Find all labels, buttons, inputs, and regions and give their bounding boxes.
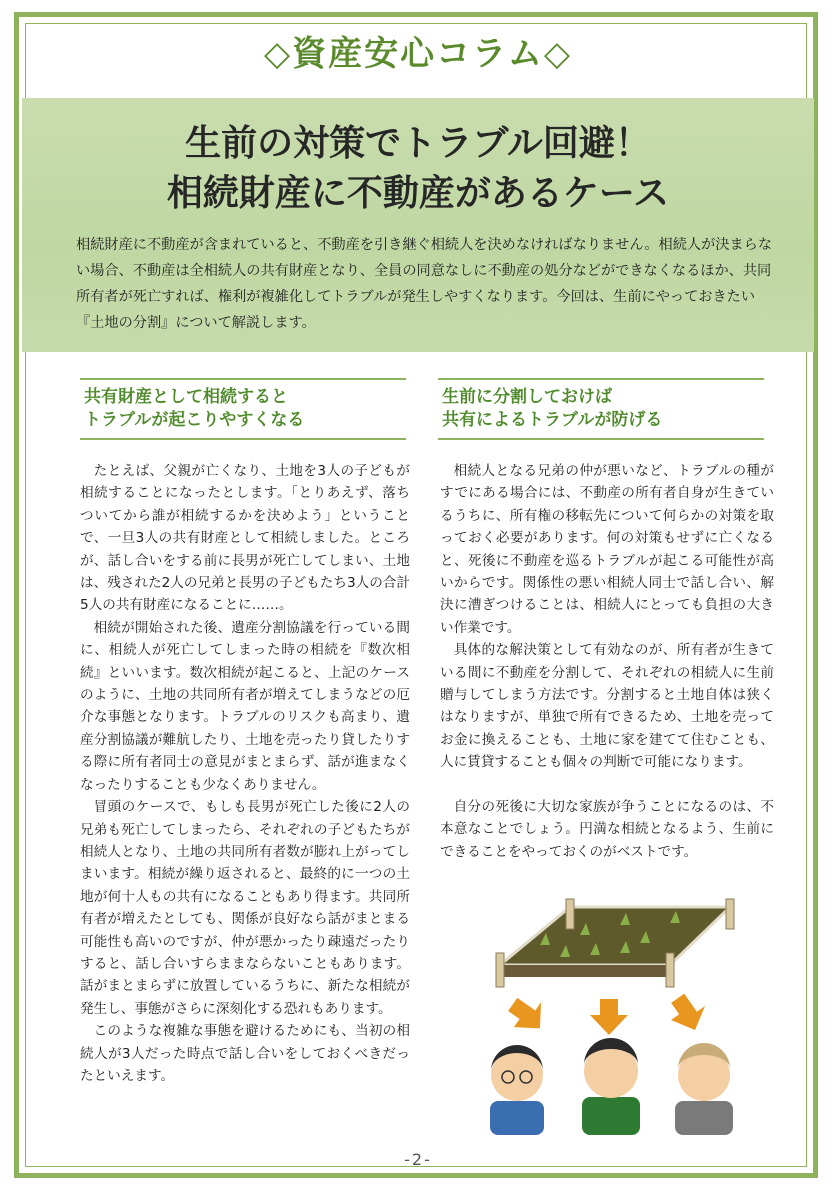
left-heading-line2: トラブルが起こりやすくなる [84, 410, 305, 430]
left-paragraph: たとえば、父親が亡くなり、土地を3人の子どもが相続することになったとします。「とりあえず、落ちついてから誰が相続するかを決めよう」ということで、一旦3人の共有財産として相続しました。ところが、話し合いをする前に長男が死亡してしまい、土地は、残された2人の兄弟と長男の子どもたち3人の合計5人の共有財産になることに……。 [80, 463, 410, 614]
left-heading-line1: 共有財産として相続すると [84, 387, 288, 407]
left-paragraph: 相続が開始された後、遺産分割協議を行っている間に、相続人が死亡してしまった時の相続を『数次相続』といいます。数次相続が起こると、上記のケースのように、土地の共同所有者が増えてしまうなどの厄介な事態となります。トラブルのリスクも高まり、遺産分割協議が難航したり、土地を売ったり貸したりする際に所有者同士の意見がまとまらず、話が進まなくなったりすることも少なくありません。 [80, 619, 410, 793]
hero-banner [22, 98, 814, 352]
right-heading-line2: 共有によるトラブルが防げる [442, 410, 663, 430]
right-paragraph: 具体的な解決策として有効なのが、所有者が生きている間に不動産を分割して、それぞれの相続人に生前贈与してしまう方法です。分割すると土地自体は狭くはなりますが、単独で所有できるため、土地を売ってお金に換えることも、土地に家を建てて住むことも、人に賃貸することも個々の判断で可能になります。 [440, 642, 774, 771]
land-plot-icon [496, 899, 734, 987]
hero-title [22, 118, 814, 218]
inheritance-illustration [470, 895, 760, 1135]
left-paragraph: 冒頭のケースで、もしも長男が死亡した後に2人の兄弟も死亡してしまったら、それぞれの子どもたちが相続人となり、土地の共同所有者数が膨れ上がってしまいます。相続が繰り返されると、最終的に一つの土地が何十人もの共有になることもあり得ます。共同所有者が増えたとしても、関係が良好なら話がまとまる可能性も高いのですが、仲が悪かったり疎遠だったりすると、話し合いすらままならないこともあります。話がまとまらずに放置しているうちに、新たな相続が発生し、事態がさらに深刻化する恐れもあります。 [80, 799, 410, 1017]
hero-lead: 相続財産に不動産が含まれていると、不動産を引き継ぐ相続人を決めなければなりません。相続人が決まらない場合、不動産は全相続人の共有財産となり、全員の同意なしに不動産の処分などができなくなるほか、共同所有者が死亡すれば、権利が複雑化してトラブルが発生しやすくなります。今回は、生前にやっておきたい『土地の分割』について解説します。 [76, 237, 773, 331]
right-heading-line1: 生前に分割しておけば [442, 387, 612, 407]
hero-title-line2: 相続財産に不動産があるケース [166, 172, 670, 214]
left-paragraph: このような複雑な事態を避けるためにも、当初の相続人が3人だった時点で話し合いをしておくべきだったといえます。 [80, 1023, 410, 1084]
column-title: ◇資産安心コラム◇ [264, 34, 572, 74]
right-section-heading [438, 378, 764, 440]
arrow-down-icon [502, 988, 713, 1040]
right-paragraph: 自分の死後に大切な家族が争うことになるのは、不本意なことでしょう。円満な相続となるよう、生前にできることをやっておくのがベストです。 [440, 798, 774, 860]
right-column-body [440, 460, 774, 863]
page-number: -2- [404, 1150, 432, 1169]
person-icon [490, 1045, 544, 1135]
hero-title-line1: 生前の対策でトラブル回避！ [185, 122, 651, 164]
person-icon [675, 1043, 733, 1135]
right-paragraph: 相続人となる兄弟の仲が悪いなど、トラブルの種がすでにある場合には、不動産の所有者自身が生きているうちに、所有権の移転先について何らかの対策を取っておく必要があります。何の対策もせずに亡くなると、死後に不動産を巡るトラブルが起こる可能性が高いからです。関係性の悪い相続人同士で話し合い、解決に漕ぎつけることは、相続人にとっても負担の大きい作業です。 [440, 463, 774, 636]
person-icon [582, 1038, 640, 1135]
left-column-body [80, 460, 410, 1087]
left-section-heading [80, 378, 406, 440]
